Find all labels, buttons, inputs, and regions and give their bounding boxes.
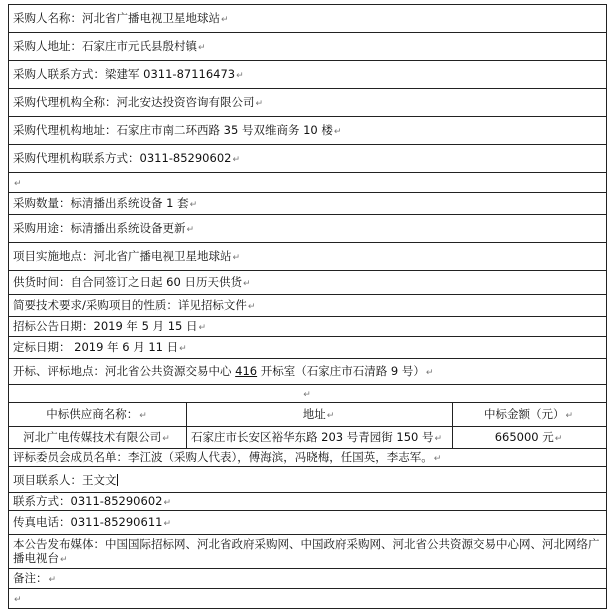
- venue-room-number: 416: [235, 363, 258, 378]
- row-award-date: [9, 337, 607, 359]
- venue-suffix-text: 开标室（石家庄市石清路 9 号）: [257, 363, 425, 378]
- paragraph-mark: ↵: [434, 433, 443, 444]
- cell-committee: [9, 449, 607, 467]
- paragraph-mark: ↵: [189, 199, 198, 210]
- row-empty-2: [9, 385, 607, 403]
- row-contact-phone: [9, 493, 607, 511]
- paragraph-mark: ↵: [232, 154, 240, 165]
- paragraph-mark: ↵: [179, 343, 187, 354]
- cell-empty: [9, 589, 607, 609]
- winner-supplier: 河北广电传媒技术有限公司: [23, 429, 162, 444]
- cell-purchaser-contact: [9, 61, 607, 89]
- purpose-text: 采购用途：标清播出系统设备更新: [13, 220, 186, 235]
- fax-text: 传真电话：0311-85290611: [13, 514, 163, 529]
- cell-delivery: [9, 271, 607, 295]
- announcement-document: [8, 4, 606, 605]
- committee-text: 评标委员会成员名单：李江波（采购人代表），傅海滨，冯晓梅，任国英，李志军。: [13, 449, 433, 464]
- paragraph-mark: ↵: [255, 98, 264, 109]
- winner-address-cell: [187, 427, 453, 449]
- paragraph-mark: ↵: [198, 42, 206, 53]
- winner-supplier-cell: [9, 427, 187, 449]
- winner-address: 石家庄市长安区裕华东路 203 号青园街 150 号: [191, 429, 434, 444]
- row-announce-date: [9, 317, 607, 337]
- paragraph-mark: ↵: [247, 301, 256, 312]
- row-remarks: [9, 569, 607, 589]
- cell-fax: [9, 511, 607, 535]
- winner-amount: 665000 元: [494, 429, 554, 444]
- purchaser-contact-text: 采购人联系方式：梁建军 0311-87116473: [13, 66, 236, 81]
- paragraph-mark: ↵: [162, 433, 170, 444]
- announcement-table: [8, 4, 607, 609]
- site-text: 项目实施地点：河北省广播电视卫星地球站: [13, 248, 232, 263]
- contact-phone-text: 联系方式：0311-85290602: [13, 493, 163, 508]
- paragraph-mark: ↵: [232, 252, 241, 263]
- header-supplier-label: 中标供应商名称：: [46, 406, 139, 421]
- paragraph-mark: ↵: [60, 554, 68, 565]
- paragraph-mark: ↵: [163, 497, 171, 508]
- paragraph-mark: ↵: [186, 224, 195, 235]
- paragraph-mark: ↵: [433, 453, 442, 464]
- paragraph-mark: ↵: [333, 126, 342, 137]
- row-empty-3: [9, 589, 607, 609]
- purchaser-address-text: 采购人地址：石家庄市元氏县殷村镇: [13, 38, 197, 53]
- row-agency-contact: [9, 145, 607, 173]
- paragraph-mark: ↵: [425, 367, 434, 378]
- cell-contact-phone: [9, 493, 607, 511]
- cell-announce-date: [9, 317, 607, 337]
- delivery-text: 供货时间：自合同签订之日起 60 日历天供货: [13, 274, 242, 289]
- tech-req-text: 简要技术要求/采购项目的性质：详见招标文件: [13, 297, 247, 312]
- cell-project-contact: [9, 467, 607, 493]
- header-amount-label: 中标金额（元）: [483, 406, 565, 421]
- row-project-contact: [9, 467, 607, 493]
- cell-empty: [9, 173, 607, 193]
- row-purpose: [9, 215, 607, 243]
- venue-prefix-text: 开标、评标地点：河北省公共资源交易中心: [13, 363, 236, 378]
- paragraph-mark: ↵: [236, 70, 244, 81]
- cell-remarks: [9, 569, 607, 589]
- text-cursor: [117, 474, 118, 486]
- cell-purpose: [9, 215, 607, 243]
- row-venue: [9, 359, 607, 385]
- row-empty-1: [9, 173, 607, 193]
- project-contact-text: 项目联系人：王文文: [13, 472, 117, 487]
- row-media: [9, 535, 607, 569]
- row-purchaser-name: [9, 5, 607, 33]
- cell-site: [9, 243, 607, 271]
- row-agency-name: [9, 89, 607, 117]
- paragraph-mark: ↵: [326, 410, 335, 421]
- winner-header-row: [9, 403, 607, 427]
- paragraph-mark: ↵: [565, 410, 574, 421]
- paragraph-mark: ↵: [221, 14, 229, 25]
- cell-purchaser-name: [9, 5, 607, 33]
- header-address-label: 地址: [302, 406, 326, 421]
- paragraph-mark: ↵: [163, 518, 171, 529]
- paragraph-mark: ↵: [303, 389, 311, 400]
- purchaser-name-text: 采购人名称：河北省广播电视卫星地球站: [13, 10, 220, 25]
- paragraph-mark: ↵: [48, 574, 57, 585]
- header-supplier: [9, 403, 187, 427]
- cell-quantity: [9, 193, 607, 215]
- row-quantity: [9, 193, 607, 215]
- paragraph-mark: ↵: [554, 433, 563, 444]
- paragraph-mark: ↵: [198, 322, 207, 333]
- winner-amount-cell: [453, 427, 607, 449]
- row-committee: [9, 449, 607, 467]
- winner-data-row: [9, 427, 607, 449]
- row-purchaser-address: [9, 33, 607, 61]
- cell-venue: [9, 359, 607, 385]
- paragraph-mark: ↵: [139, 410, 147, 421]
- announce-date-text: 招标公告日期：2019 年 5 月 15 日: [13, 318, 198, 333]
- cell-empty: [9, 385, 607, 403]
- agency-contact-text: 采购代理机构联系方式：0311-85290602: [13, 150, 232, 165]
- paragraph-mark: ↵: [14, 594, 22, 605]
- cell-purchaser-address: [9, 33, 607, 61]
- agency-address-text: 采购代理机构地址：石家庄市南二环西路 35 号双维商务 10 楼: [13, 122, 333, 137]
- row-purchaser-contact: [9, 61, 607, 89]
- cell-award-date: [9, 337, 607, 359]
- cell-media: [9, 535, 607, 569]
- header-amount: [453, 403, 607, 427]
- header-address: [187, 403, 453, 427]
- award-date-text: 定标日期： 2019 年 6 月 11 日: [13, 339, 179, 354]
- cell-tech-req: [9, 295, 607, 317]
- media-text: 本公告发布媒体：中国国际招标网、河北省政府采购网、中国政府采购网、河北省公共资源交易中心网、河北网络广播电视台: [13, 536, 600, 565]
- row-delivery: [9, 271, 607, 295]
- paragraph-mark: ↵: [242, 278, 251, 289]
- row-fax: [9, 511, 607, 535]
- paragraph-mark: ↵: [14, 178, 22, 189]
- agency-name-text: 采购代理机构全称：河北安达投资咨询有限公司: [13, 94, 255, 109]
- cell-agency-address: [9, 117, 607, 145]
- cell-agency-contact: [9, 145, 607, 173]
- remarks-text: 备注：: [13, 570, 48, 585]
- row-tech-req: [9, 295, 607, 317]
- quantity-text: 采购数量：标清播出系统设备 1 套: [13, 195, 189, 210]
- row-agency-address: [9, 117, 607, 145]
- row-site: [9, 243, 607, 271]
- cell-agency-name: [9, 89, 607, 117]
